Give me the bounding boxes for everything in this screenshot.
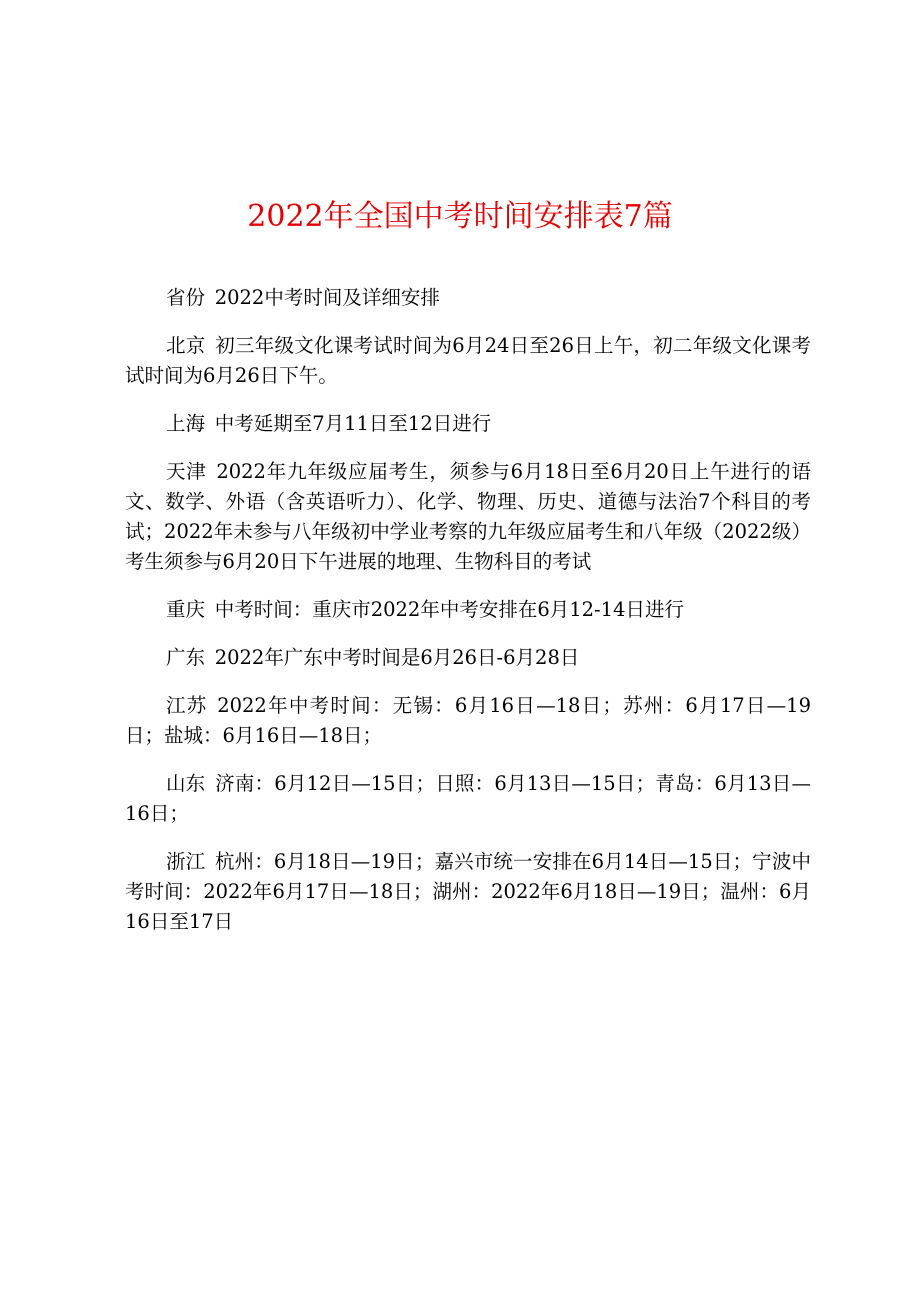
province-label: 北京 [165,334,206,357]
province-label: 广东 [165,646,205,669]
paragraph-chongqing [125,595,811,625]
paragraph-text: 2022年九年级应届考生，须参与6月18日至6月20日上午进行的语文、数学、外语（含英语听力）、化学、物理、历史、道德与法治7个科目的考试；2022年未参与八年级初中学业考察的九年级应届考生和八年级（2022级）考生须参与6月20日下午进展的地理、生物科目的考试 [125,460,811,573]
paragraph-text: 2022中考时间及详细安排 [214,286,440,309]
province-label: 重庆 [165,598,205,621]
province-label: 省份 [165,286,205,309]
province-label: 上海 [165,412,205,435]
paragraph-beijing [125,331,811,391]
paragraph-shanghai [125,409,811,439]
paragraph-zhejiang [125,847,811,937]
paragraph-text: 初三年级文化课考试时间为6月24日至26日上午，初二年级文化课考试时间为6月26日下午。 [125,334,811,387]
paragraph-text: 杭州：6月18日—19日；嘉兴市统一安排在6月14日—15日；宁波中考时间：2022年6月17日—18日；湖州：2022年6月18日—19日；温州：6月16日至17日 [125,850,811,933]
paragraph-tianjin [125,457,811,577]
paragraph-shandong [125,769,811,829]
province-label: 天津 [165,460,207,483]
paragraph-header [125,283,811,313]
document-title: 2022年全国中考时间安排表7篇 [247,199,673,234]
paragraph-text: 中考时间：重庆市2022年中考安排在6月12-14日进行 [214,598,684,621]
paragraph-jiangsu [125,691,811,751]
paragraph-text: 2022年中考时间：无锡：6月16日—18日；苏州：6月17日—19日；盐城：6月16日—18日； [125,694,811,747]
province-label: 山东 [165,772,206,795]
paragraph-guangdong [125,643,811,673]
paragraph-text: 中考延期至7月11日至12日进行 [214,412,492,435]
paragraph-text: 济南：6月12日—15日；日照：6月13日—15日；青岛：6月13日—16日； [125,772,811,825]
paragraph-text: 2022年广东中考时间是6月26日-6月28日 [214,646,580,669]
province-label: 浙江 [165,850,206,873]
province-label: 江苏 [165,694,208,717]
document-body [125,283,811,955]
